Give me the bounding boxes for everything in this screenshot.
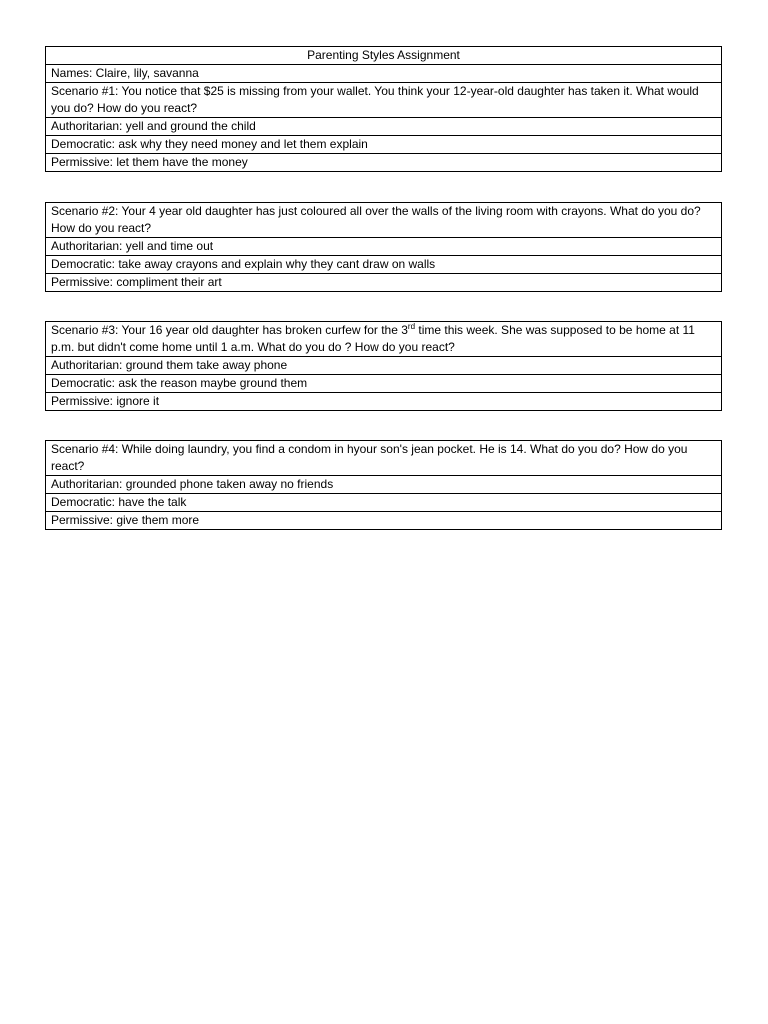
scenario-2-prompt: Scenario #2: Your 4 year old daughter has just coloured all over the walls of the living room with crayons. What do you do? How do you react? — [46, 203, 722, 238]
scenario-2-prompt-row — [46, 203, 722, 238]
scenario-1-prompt: Scenario #1: You notice that $25 is missing from your wallet. You think your 12-year-old daughter has taken it. What would you do? How do you react? — [46, 83, 722, 118]
scenario-1-permissive: Permissive: let them have the money — [46, 154, 722, 172]
scenario-4-permissive-row — [46, 512, 722, 530]
scenario-4-authoritarian-row — [46, 476, 722, 494]
scenario-1-democratic-row — [46, 136, 722, 154]
scenario-3-democratic: Democratic: ask the reason maybe ground them — [46, 375, 722, 393]
scenario-3-permissive: Permissive: ignore it — [46, 393, 722, 411]
scenario-2-democratic-row — [46, 256, 722, 274]
scenario-3-permissive-row — [46, 393, 722, 411]
scenario-3-authoritarian: Authoritarian: ground them take away phone — [46, 357, 722, 375]
scenario-2-democratic: Democratic: take away crayons and explain why they cant draw on walls — [46, 256, 722, 274]
scenario-3-prompt — [46, 322, 722, 357]
scenario-1-authoritarian: Authoritarian: yell and ground the child — [46, 118, 722, 136]
title-row — [46, 47, 722, 65]
names-text: Names: Claire, lily, savanna — [46, 65, 722, 83]
scenario-4-democratic: Democratic: have the talk — [46, 494, 722, 512]
scenario-4-democratic-row — [46, 494, 722, 512]
scenario-3-prompt-end: time this week. She was supposed to be home at 11 p.m. but didn't come home until 1 a.m. What do you do ? How do you react? — [51, 323, 695, 354]
scenario-1-table — [45, 46, 722, 172]
ordinal-superscript: rd — [407, 322, 416, 331]
scenario-1-democratic: Democratic: ask why they need money and let them explain — [46, 136, 722, 154]
scenario-1-permissive-row — [46, 154, 722, 172]
scenario-3-table — [45, 321, 722, 411]
scenario-3-democratic-row — [46, 375, 722, 393]
scenario-3-authoritarian-row — [46, 357, 722, 375]
scenario-2-table — [45, 202, 722, 292]
document-title: Parenting Styles Assignment — [46, 47, 722, 65]
scenario-2-permissive-row — [46, 274, 722, 292]
scenario-1-prompt-row — [46, 83, 722, 118]
scenario-3-prompt-row — [46, 322, 722, 357]
scenario-4-prompt-row — [46, 441, 722, 476]
names-row — [46, 65, 722, 83]
scenario-2-permissive: Permissive: compliment their art — [46, 274, 722, 292]
scenario-2-authoritarian: Authoritarian: yell and time out — [46, 238, 722, 256]
scenario-1-authoritarian-row — [46, 118, 722, 136]
scenario-4-authoritarian: Authoritarian: grounded phone taken away no friends — [46, 476, 722, 494]
scenario-4-permissive: Permissive: give them more — [46, 512, 722, 530]
scenario-2-authoritarian-row — [46, 238, 722, 256]
scenario-3-prompt-start: Scenario #3: Your 16 year old daughter has broken curfew for the 3 — [51, 323, 408, 337]
scenario-4-table — [45, 440, 722, 530]
scenario-4-prompt: Scenario #4: While doing laundry, you find a condom in hyour son's jean pocket. He is 14. What do you do? How do you react? — [46, 441, 722, 476]
